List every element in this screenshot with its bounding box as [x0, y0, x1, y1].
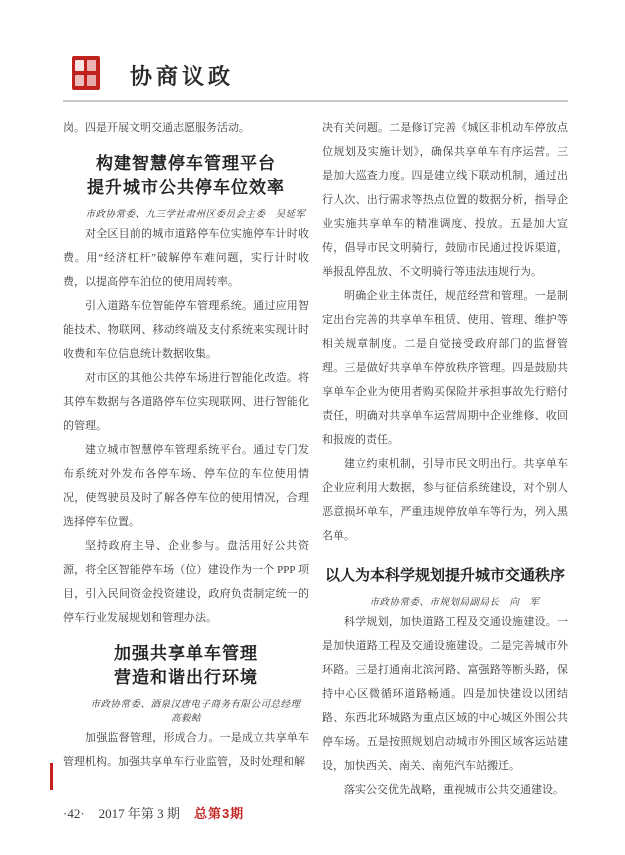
article2-paragraph: 建立约束机制，引导市民文明出行。共享单车企业应利用大数据，参与征信系统建设，对个别人恶意损坏单车，严重违规停放单车等行为，列入黑名单。	[322, 458, 568, 542]
red-margin-mark	[50, 763, 53, 790]
article3-title: 以人为本科学规划提升城市交通秩序	[324, 568, 565, 584]
article1-title-line1: 构建智慧停车管理平台	[96, 154, 276, 173]
article2-paragraph: 加强监督管理，形成合力。一是成立共享单车管理机构。加强共享单车行业监管，及时处理和解	[63, 732, 309, 768]
article1-paragraph: 对全区目前的城市道路停车位实施停车计时收费。用“经济杠杆”破解停车难问题，实行计时收费，以提高停车泊位的使用周转率。	[63, 228, 309, 288]
article1-title-line2: 提升城市公共停车位效率	[87, 178, 285, 197]
page-footer	[63, 803, 463, 822]
article1-paragraph: 建立城市智慧停车管理系统平台。通过专门发布系统对外发布各停车场、停车位的车位使用情况，使驾驶员及时了解各停车位的使用情况，合理选择停车位置。	[63, 444, 309, 528]
page-number: ·42·	[63, 806, 85, 821]
article1-title	[63, 152, 309, 200]
issue-label: 2017 年第 3 期	[98, 806, 180, 821]
article1-paragraph: 对市区的其他公共停车场进行智能化改造。将其停车数据与各道路停车位实现联网、进行智能化的管理。	[63, 372, 309, 432]
header-divider	[63, 100, 568, 102]
section-title: 协商议政	[130, 63, 235, 90]
article3-paragraph: 落实公交优先战略，重视城市公共交通建设。	[344, 784, 564, 796]
continuation-text: 岗。四是开展文明交通志愿服务活动。	[63, 122, 250, 134]
article1-paragraph: 引入道路车位智能停车管理系统。通过应用智能技术、物联网、移动终端及支付系统来实现计时收费和车位信息统计数据收集。	[63, 300, 309, 360]
red-seal-icon	[72, 56, 100, 90]
article2-paragraph: 明确企业主体责任，规范经营和管理。一是制定出台完善的共享单车租赁、使用、管理、维护等相关规章制度。二是自觉接受政府部门的监督管理。三是做好共享单车停放秩序管理。四是鼓励共享单车企业为使用者购买保险并承担事故先行赔付责任，明确对共享单车运营周期中企业维修、收回和报废的责任。	[322, 290, 568, 446]
article2-title	[63, 642, 309, 690]
article1-byline: 市政协常委、九三学社肃州区委员会主委 吴延军	[85, 210, 306, 220]
article1-paragraph: 坚持政府主导、企业参与。盘活用好公共资源，将全区智能停车场（位）建设作为一个 PPP 项目，引入民间资金投资建设，政府负责制定统一的停车行业发展规划和管理办法。	[63, 540, 309, 624]
right-column	[322, 116, 568, 802]
article3-paragraph: 科学规划，加快道路工程及交通设施建设。一是加快道路工程及交通设施建设。二是完善城市外环路。三是打通南北滨河路、富强路等断头路，保持中心区微循环道路畅通。四是加快建设以团结路、东西北环城路为重点区域的中心城区外围公共停车场。五是按照规划启动城市外围区域客运站建设，加快西关、南关、南苑汽车站搬迁。	[322, 616, 568, 772]
issue-total-label: 总第3期	[193, 806, 245, 821]
article3-byline: 市政协常委、市规划局副局长 向 军	[369, 598, 540, 608]
article2-title-line1: 加强共享单车管理	[114, 644, 258, 663]
article2-title-line2: 营造和谐出行环境	[114, 668, 258, 687]
article2-paragraph-continued: 决有关问题。二是修订完善《城区非机动车停放点位规划及实施计划》，确保共享单车有序运营。三是加大巡查力度。四是建立线下联动机制，通过出行人次、出行需求等热点位置的数据分析，指导企业实施共享单车的精准调度、投放。五是加大宣传，倡导市民文明骑行，鼓励市民通过投诉渠道，举报乱停乱放、不文明骑行等违法违规行为。	[322, 122, 568, 278]
article2-byline: 市政协常委、酒泉汉唐电子商务有限公司总经理 高毅鲒	[90, 700, 311, 724]
left-column	[63, 116, 309, 774]
